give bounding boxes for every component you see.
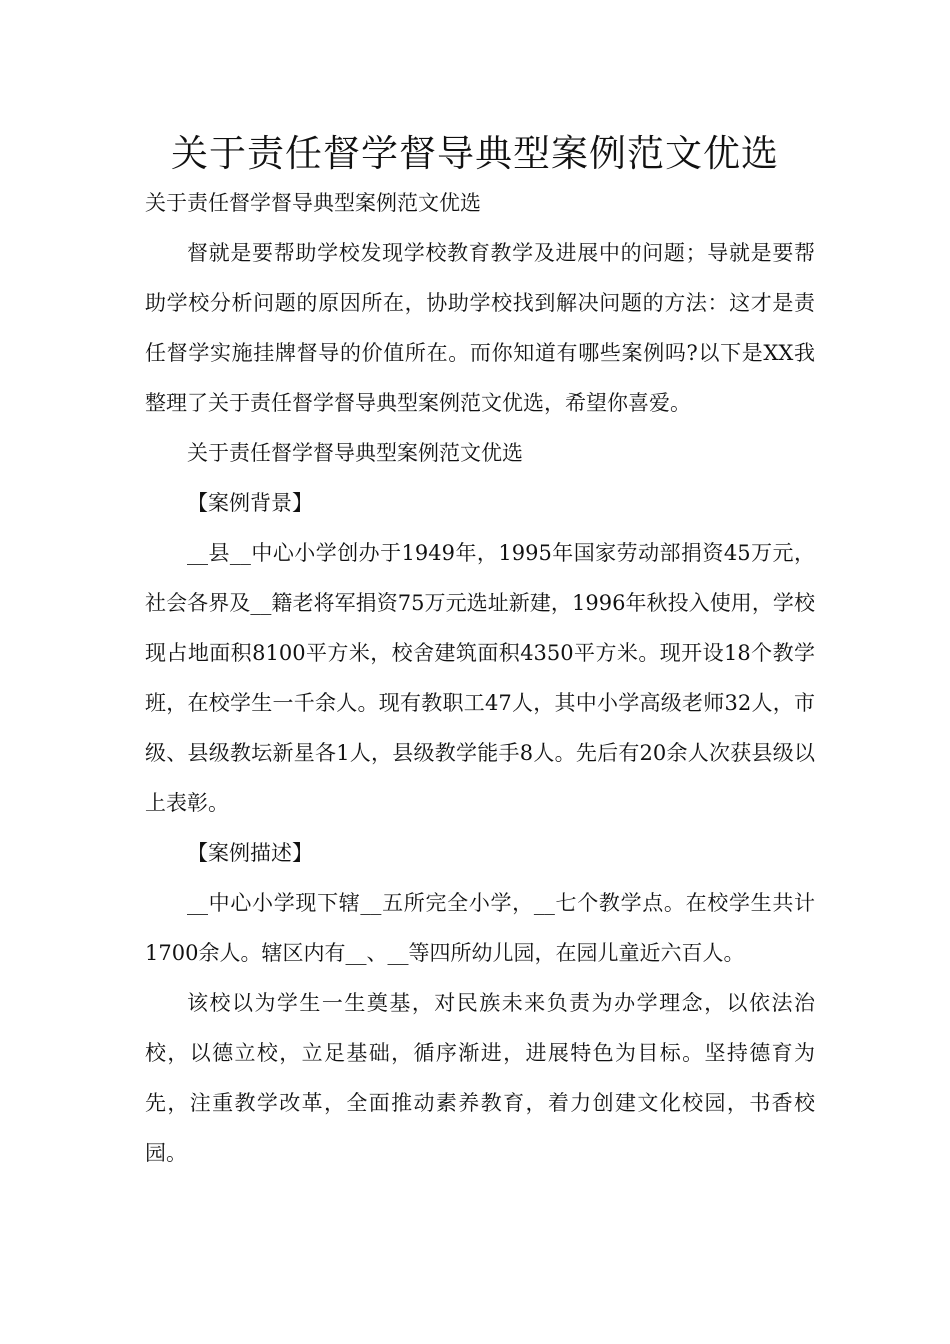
paragraph-description: __中心小学现下辖__五所完全小学，__七个教学点。在校学生共计1700余人。辖区内有__、__等四所幼儿园，在园儿童近六百人。: [145, 891, 815, 965]
paragraph-background: __县__中心小学创办于1949年，1995年国家劳动部捐资45万元，社会各界及__籍老将军捐资75万元选址新建，1996年秋投入使用，学校现占地面积8100平方米，校舍建筑面积4350平方米。现开设18个教学班，在校学生一千余人。现有教职工47人，其中小学高级老师32人，市级、县级教坛新星各1人，县级教学能手8人。先后有20余人次获县级以上表彰。: [145, 541, 815, 815]
document-body: [145, 178, 815, 1178]
paragraph-philosophy: 该校以为学生一生奠基，对民族未来负责为办学理念，以依法治校，以德立校，立足基础，循序渐进，进展特色为目标。坚持德育为先，注重教学改革，全面推动素养教育，着力创建文化校园，书香校园。: [145, 991, 815, 1165]
document-title: 关于责任督学督导典型案例范文优选: [171, 132, 779, 175]
paragraph-heading-repeat: 关于责任督学督导典型案例范文优选: [187, 441, 523, 465]
section-heading-description: 【案例描述】: [187, 841, 313, 865]
paragraph-intro: 督就是要帮助学校发现学校教育教学及进展中的问题；导就是要帮助学校分析问题的原因所在，协助学校找到解决问题的方法：这才是责任督学实施挂牌督导的价值所在。而你知道有哪些案例吗?以下是XX我整理了关于责任督学督导典型案例范文优选，希望你喜爱。: [145, 241, 815, 415]
document-subtitle: 关于责任督学督导典型案例范文优选: [145, 191, 481, 215]
section-heading-background: 【案例背景】: [187, 491, 313, 515]
